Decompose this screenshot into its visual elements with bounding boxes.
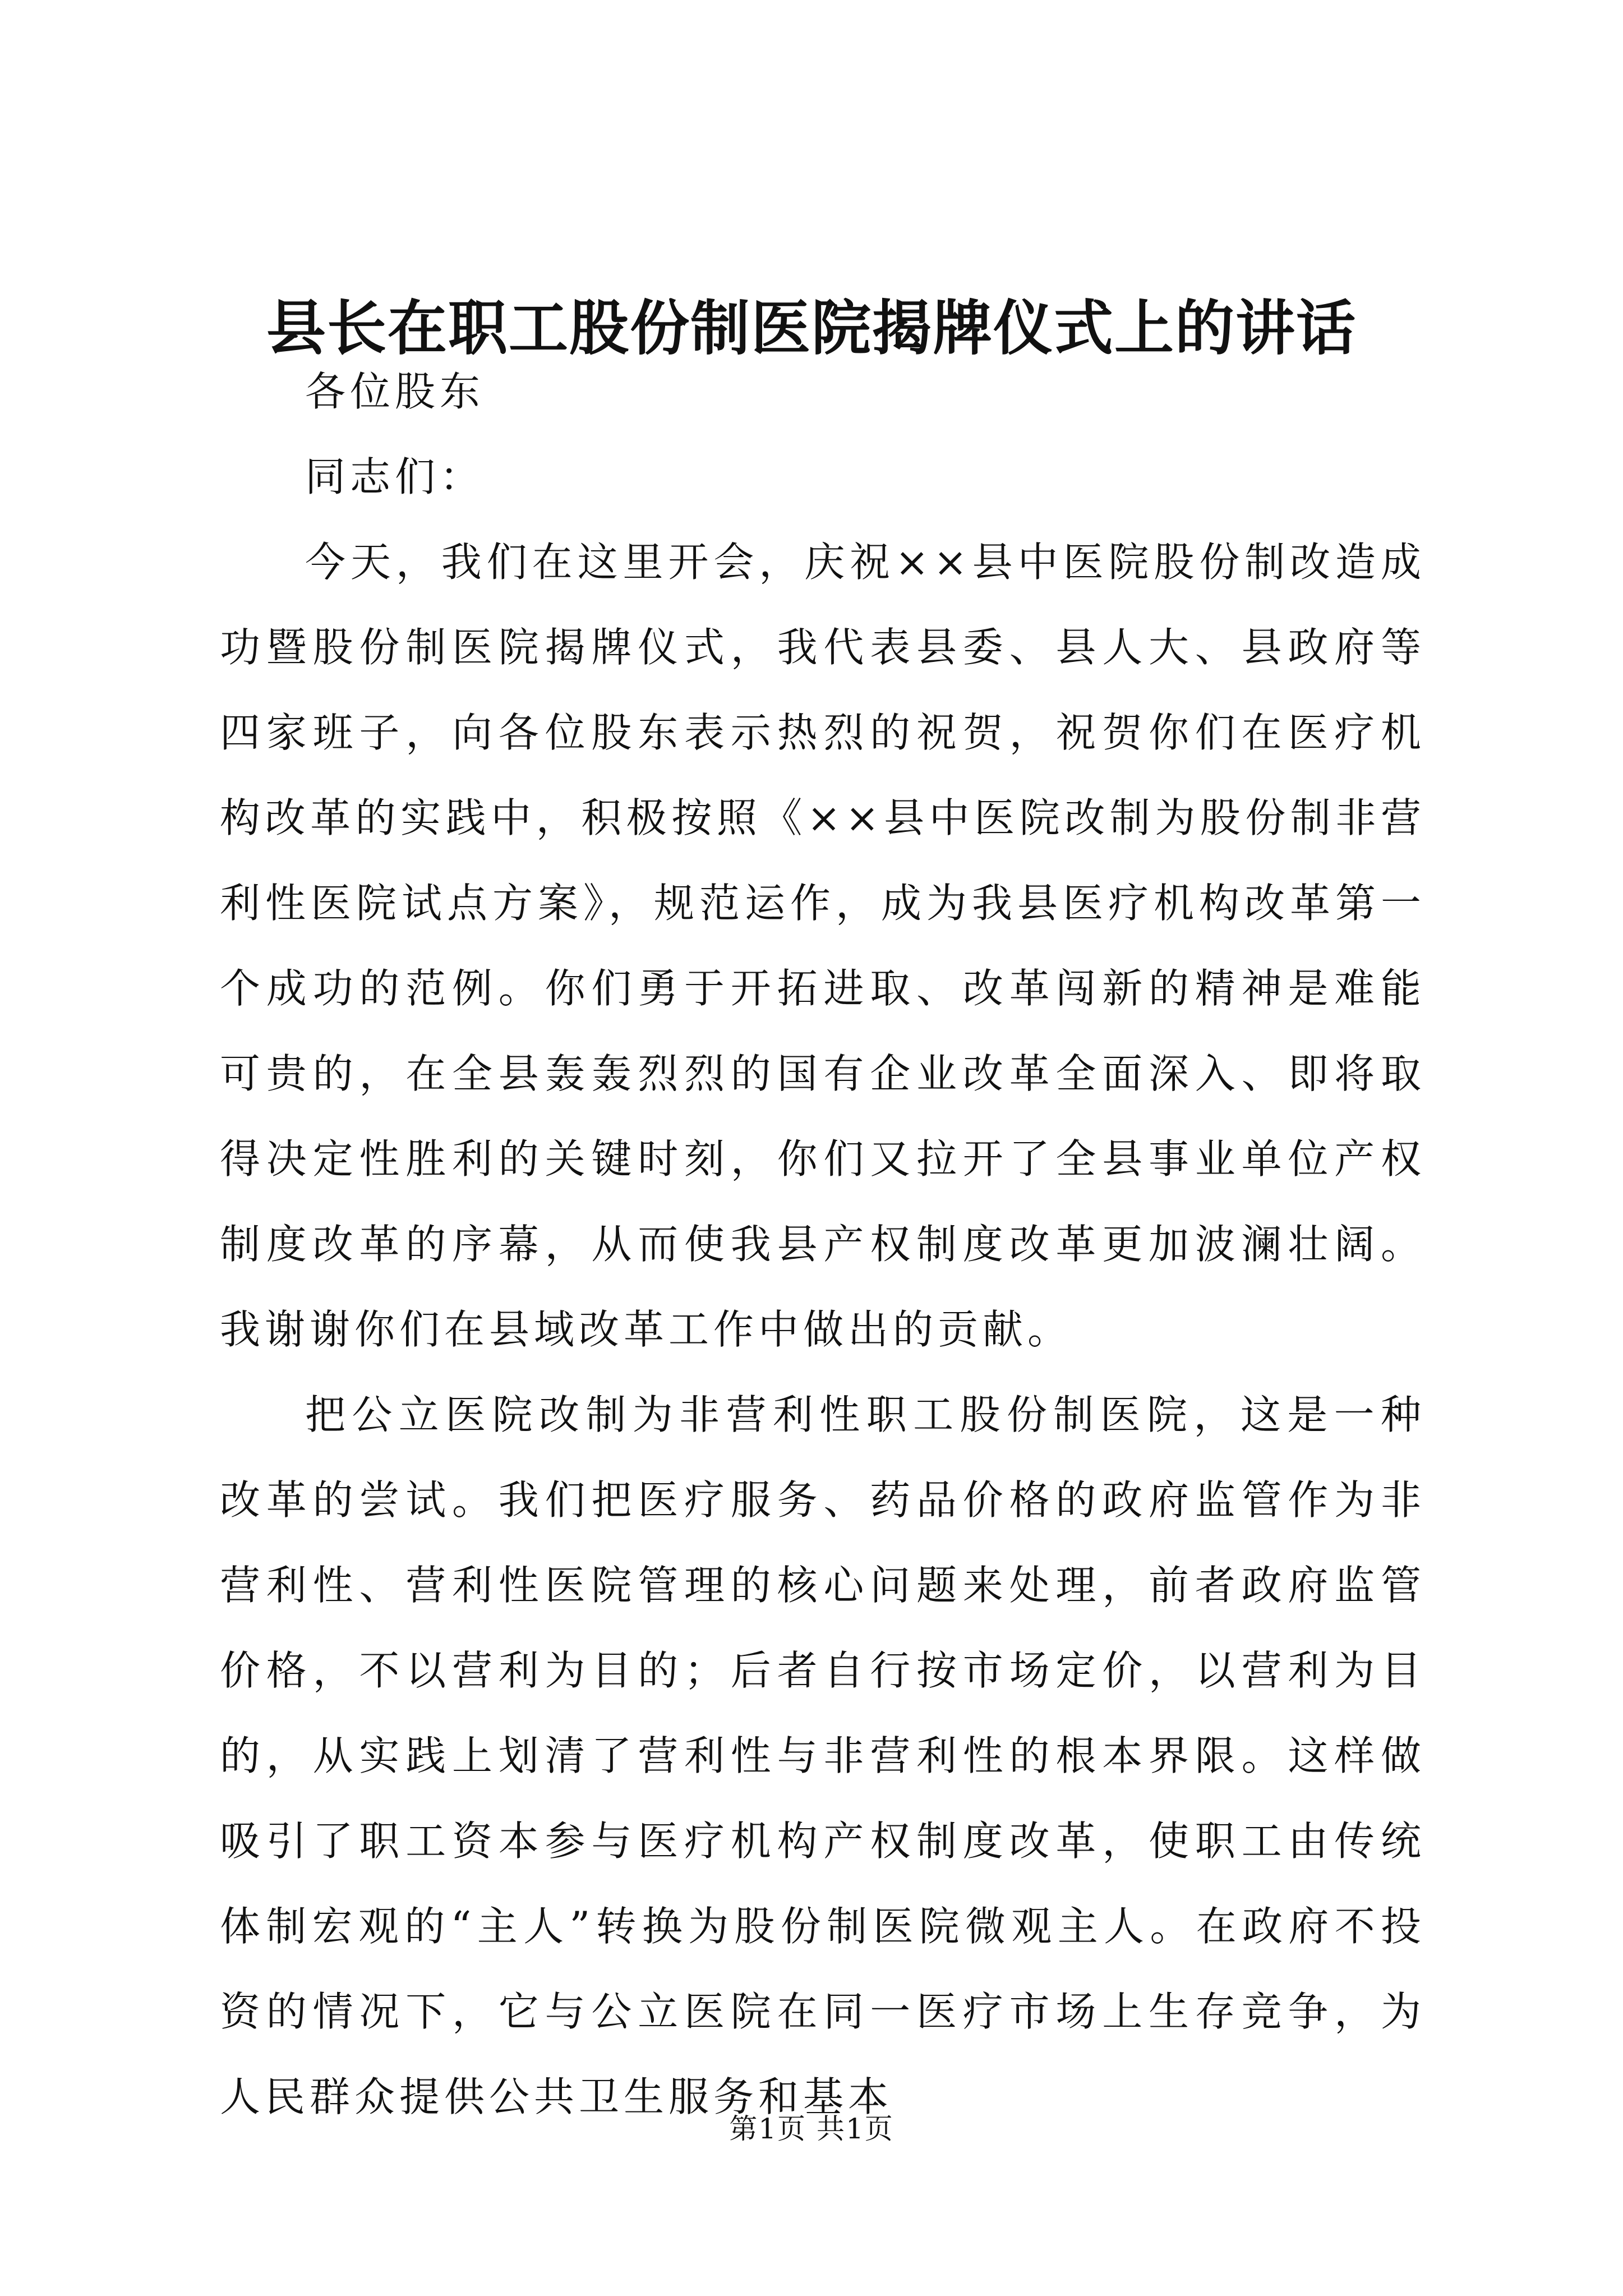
page-number-footer: 第1页 共1页 — [729, 2113, 894, 2145]
body-paragraph: 把公立医院改制为非营利性职工股份制医院，这是一种改革的尝试。我们把医疗服务、药品价格的政府监管作为非营利性、营利性医院管理的核心问题来处理，前者政府监管价格，不以营利为目的；后者自行按市场定价，以营利为目的，从实践上划清了营利性与非营利性的根本界限。这样做吸引了职工资本参与医疗机构产权制度改革，使职工由传统体制宏观的“主人”转换为股份制医院微观主人。在政府不投资的情况下，它与公立医院在同一医疗市场上生存竞争，为人民群众提供公共卫生服务和基本 — [220, 1391, 1426, 2120]
document-body — [220, 349, 1426, 2139]
body-paragraph: 今天，我们在这里开会，庆祝××县中医院股份制改造成功暨股份制医院揭牌仪式，我代表县委、县人大、县政府等四家班子，向各位股东表示热烈的祝贺，祝贺你们在医疗机构改革的实践中，积极按照《××县中医院改制为股份制非营利性医院试点方案》，规范运作，成为我县医疗机构改革第一个成功的范例。你们勇于开拓进取、改革闯新的精神是难能可贵的，在全县轰轰烈烈的国有企业改革全面深入、即将取得决定性胜利的关键时刻，你们又拉开了全县事业单位产权制度改革的序幕，从而使我县产权制度改革更加波澜壮阔。我谢谢你们在县域改革工作中做出的贡献。 — [220, 539, 1426, 1353]
document-title: 县长在职工股份制医院揭牌仪式上的讲话 — [266, 293, 1357, 363]
salutation-shareholders: 各位股东 — [305, 368, 485, 415]
salutation-comrades: 同志们： — [305, 453, 485, 500]
